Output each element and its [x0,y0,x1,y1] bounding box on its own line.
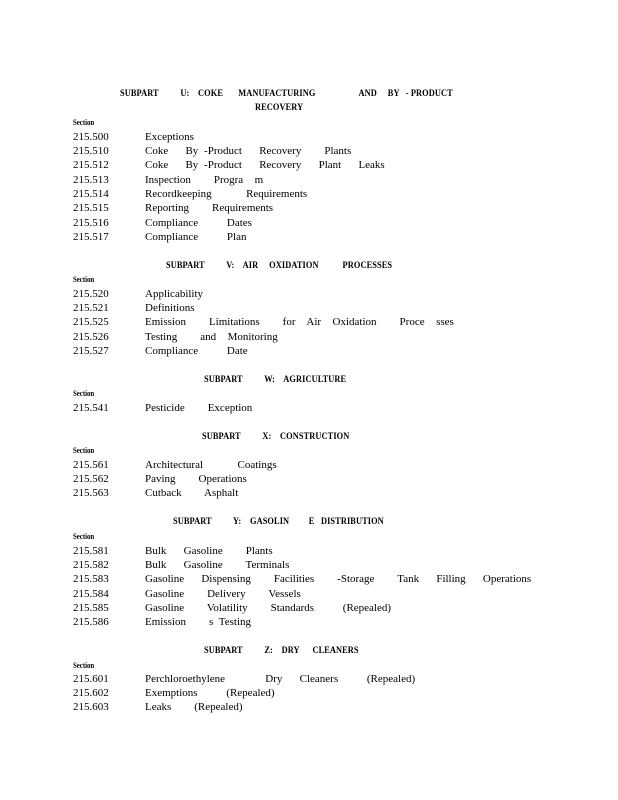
section-label: Section [73,532,95,541]
section-number: 215.585 [73,602,109,614]
section-number: 215.562 [73,473,109,485]
section-number: 215.602 [73,687,109,699]
section-number: 215.525 [73,316,109,328]
section-title: Bulk Gasoline Plants [145,545,273,557]
section-title: Applicability [145,288,204,300]
section-title: Emission Limitations for Air Oxidation Proce sses [145,316,454,328]
subpart-v-heading: SUBPART V: AIR OXIDATION PROCESSES [166,261,393,271]
section-number: 215.561 [73,459,109,471]
section-label: Section [73,446,95,455]
section-number: 215.601 [73,673,109,685]
section-title: Pesticide Exception [145,402,253,414]
section-number: 215.582 [73,559,109,571]
section-title: Gasoline Dispensing Facilities -Storage Tank Filling Operations [145,573,532,585]
subpart-w-heading: SUBPART W: AGRICULTURE [204,375,347,385]
section-title: Gasoline Volatility Standards (Repealed) [145,602,392,614]
section-number: 215.541 [73,402,109,414]
section-title: Paving Operations [145,473,247,485]
subpart-x-heading: SUBPART X: CONSTRUCTION [202,432,350,442]
section-title: Testing and Monitoring [145,331,278,343]
subpart-z-heading: SUBPART Z: DRY CLEANERS [204,646,359,656]
section-title: Emission s Testing [145,616,252,628]
section-label: Section [73,275,95,284]
section-number: 215.516 [73,217,109,229]
section-number: 215.581 [73,545,109,557]
section-number: 215.500 [73,131,109,143]
section-number: 215.563 [73,487,109,499]
section-title: Compliance Dates [145,217,252,229]
section-number: 215.603 [73,701,109,713]
section-title: Recordkeeping Requirements [145,188,308,200]
section-number: 215.584 [73,588,109,600]
section-title: Coke By -Product Recovery Plants [145,145,352,157]
section-label: Section [73,389,95,398]
section-label: Section [73,661,95,670]
section-number: 215.510 [73,145,109,157]
section-title: Cutback Asphalt [145,487,239,499]
subpart-u-heading-continued: RECOVERY [255,103,304,113]
section-title: Inspection Progra m [145,174,264,186]
subpart-y-heading: SUBPART Y: GASOLIN E DISTRIBUTION [173,517,384,527]
section-title: Perchloroethylene Dry Cleaners (Repealed) [145,673,416,685]
section-title: Exemptions (Repealed) [145,687,275,699]
section-title: Compliance Date [145,345,248,357]
section-title: Leaks (Repealed) [145,701,243,713]
section-number: 215.583 [73,573,109,585]
section-number: 215.527 [73,345,109,357]
section-number: 215.526 [73,331,109,343]
section-title: Architectural Coatings [145,459,277,471]
section-number: 215.517 [73,231,109,243]
section-number: 215.515 [73,202,109,214]
section-title: Compliance Plan [145,231,247,243]
subpart-u-heading: SUBPART U: COKE MANUFACTURING AND BY - PRODUCT [120,89,453,99]
section-title: Gasoline Delivery Vessels [145,588,301,600]
section-title: Definitions [145,302,195,314]
section-number: 215.512 [73,159,109,171]
section-title: Coke By -Product Recovery Plant Leaks [145,159,385,171]
section-number: 215.514 [73,188,109,200]
section-label: Section [73,118,95,127]
section-number: 215.520 [73,288,109,300]
section-title: Bulk Gasoline Terminals [145,559,290,571]
section-number: 215.513 [73,174,109,186]
section-title: Reporting Requirements [145,202,274,214]
section-number: 215.586 [73,616,109,628]
section-title: Exceptions [145,131,194,143]
section-number: 215.521 [73,302,109,314]
